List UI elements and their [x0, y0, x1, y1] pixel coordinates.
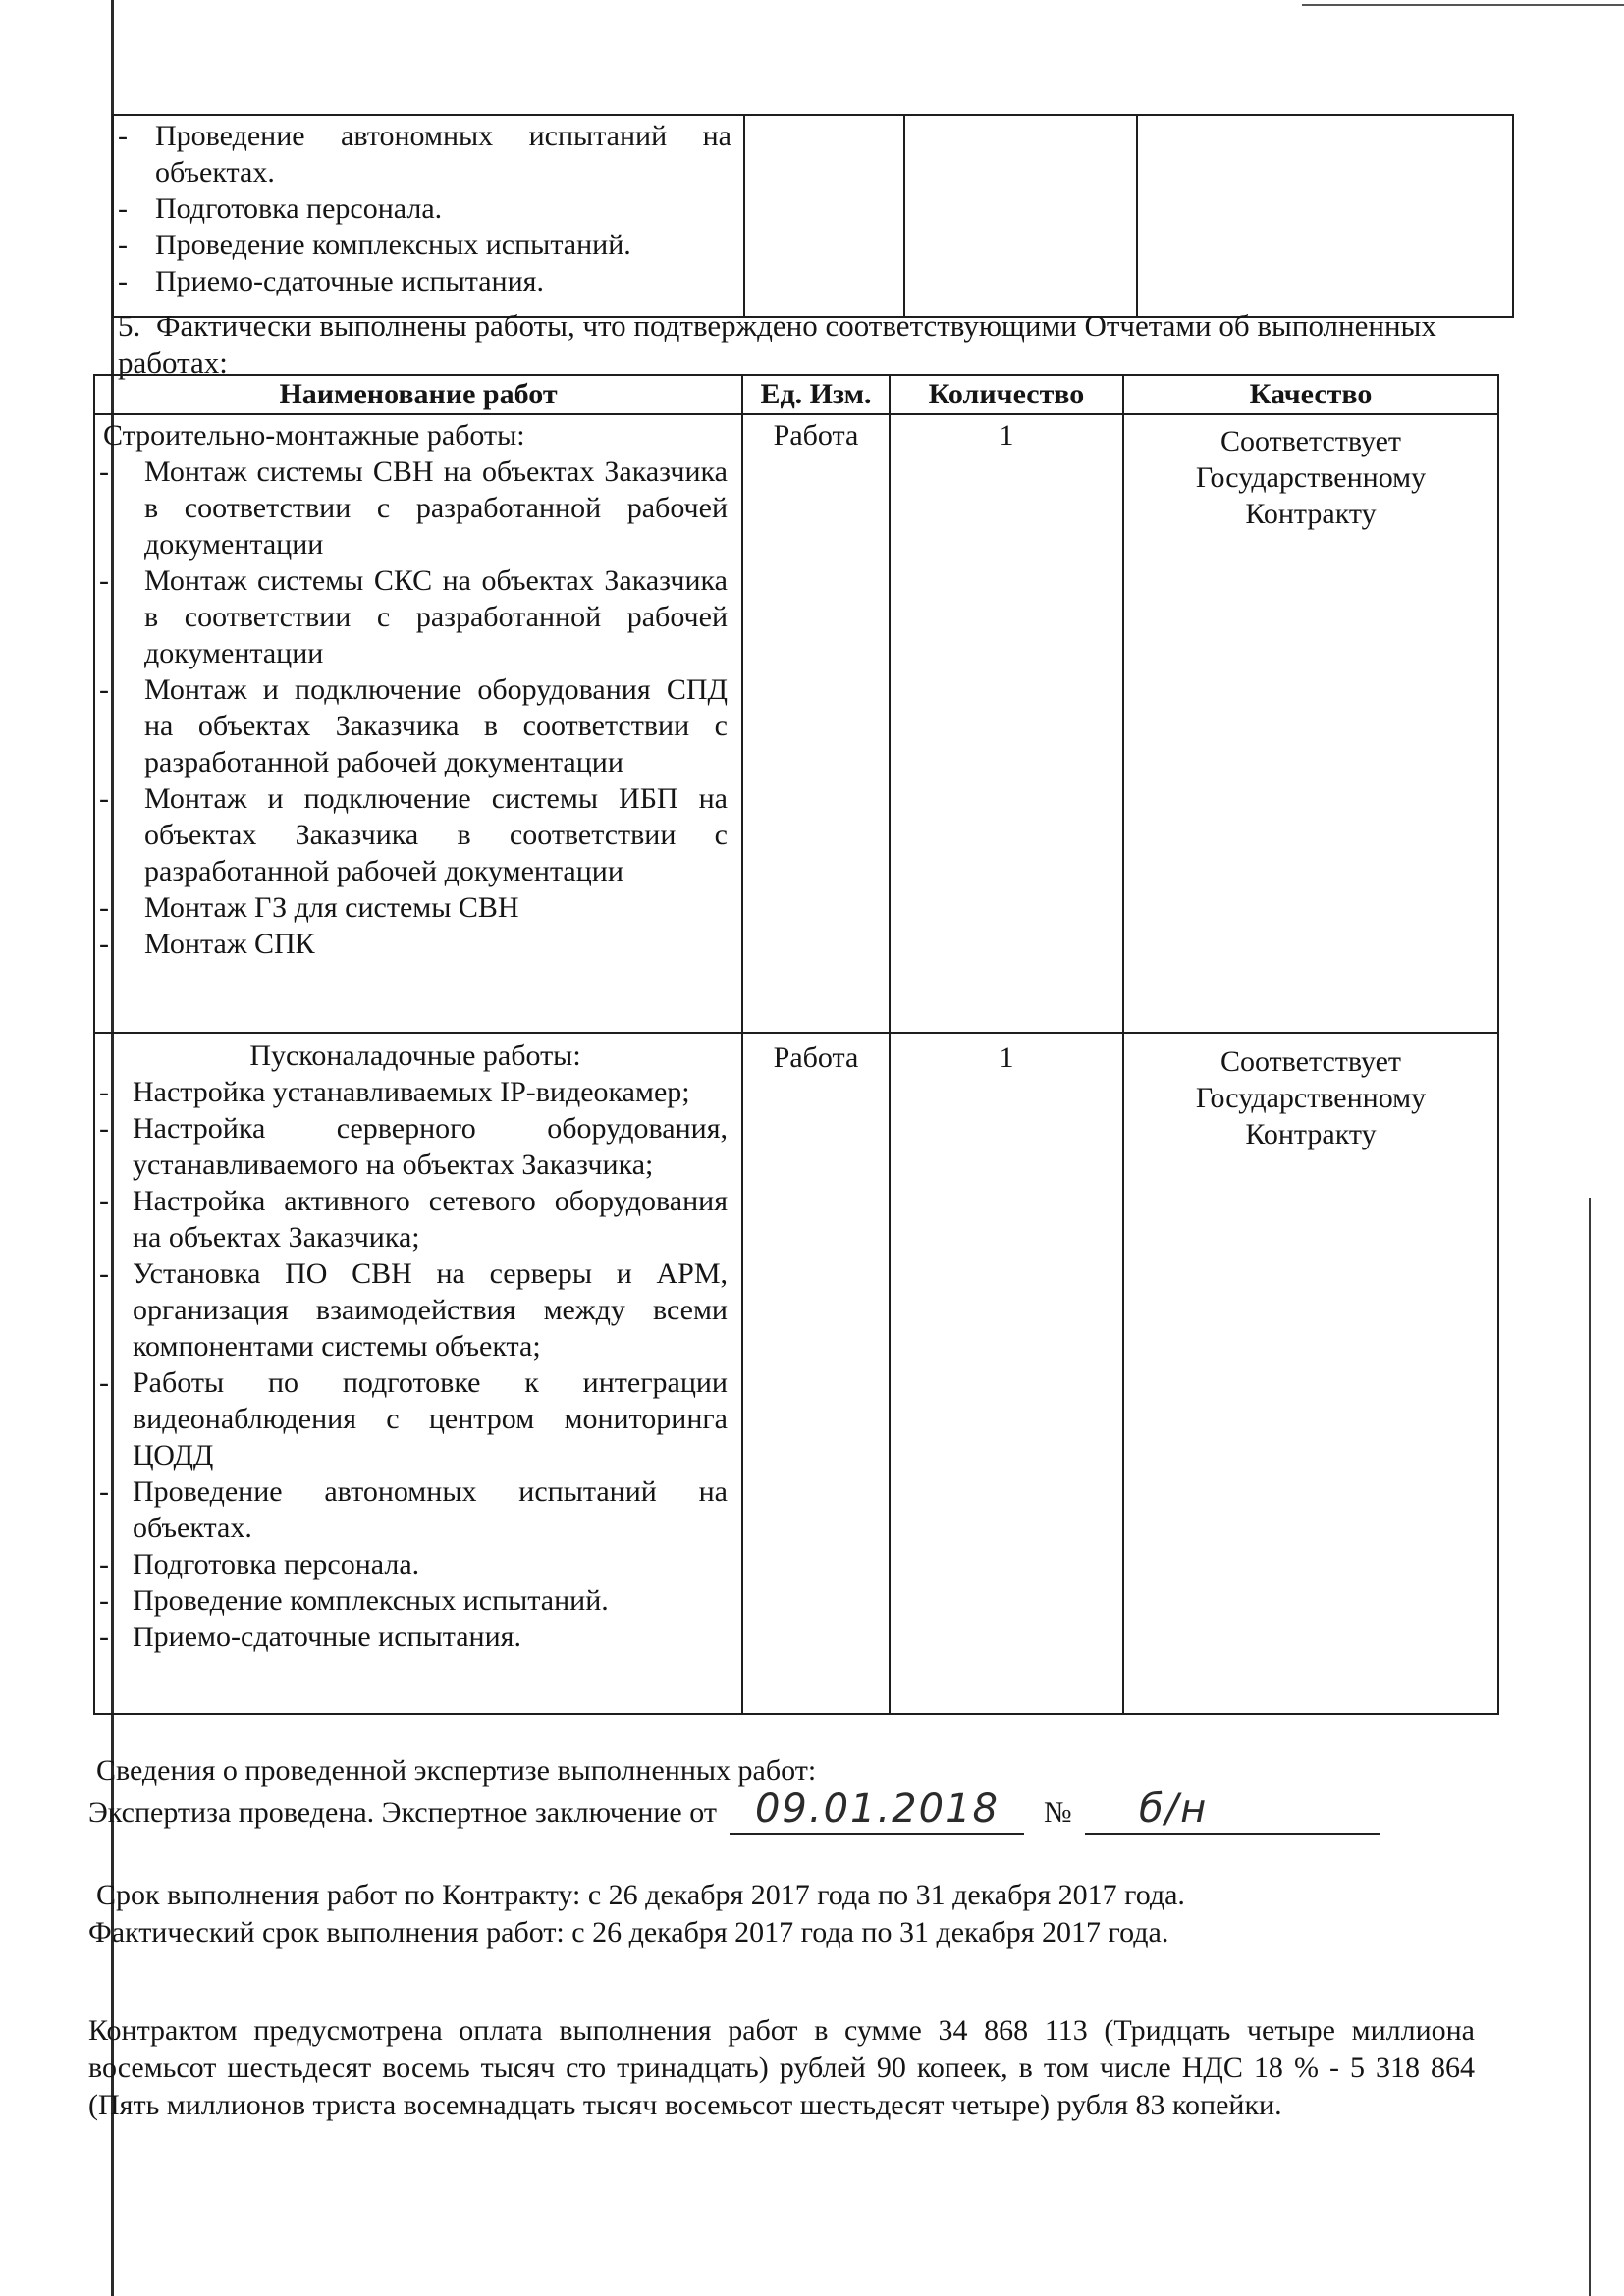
list-item-text: Приемо-сдаточные испытания. [133, 1621, 521, 1653]
expertise-heading: Сведения о проведенной экспертизе выполненных работ: [96, 1754, 817, 1787]
expertise-number-label: № [1043, 1796, 1072, 1829]
list-item: - Настройка устанавливаемых IP-видеокамер; [99, 1074, 728, 1110]
list-item: - Подготовка персонала. [99, 1546, 728, 1582]
payment-paragraph: Контрактом предусмотрена оплата выполнения работ в сумме 34 868 113 (Тридцать четыре миллиона восемьсот шестьдесят восемь тысяч сто тринадцать) рублей 90 копеек, в том числе НДС 18 % - 5 318 864 (Пять миллионов триста восемнадцать тысяч восемьсот шестьдесят четыре) рубля 83 копейки. [88, 2014, 1475, 2121]
list-item-text: Проведение автономных испытаний на объектах. [155, 120, 731, 188]
works-table [93, 374, 1499, 1715]
row-title: Пусконаладочные работы: [249, 1040, 581, 1072]
list-item-text: Установка ПО СВН на серверы и АРМ, организация взаимодействия между всеми компонентами системы объекта; [133, 1257, 728, 1362]
scan-margin-line-right [1589, 1198, 1591, 2296]
list-item-text: Проведение комплексных испытаний. [155, 229, 631, 261]
list-item: - Приемо-сдаточные испытания. [99, 1619, 728, 1655]
list-item-text: Монтаж и подключение системы ИБП на объектах Заказчика в соответствии с разработанной рабочей документации [144, 782, 728, 887]
list-item-text: Монтаж и подключение оборудования СПД на объектах Заказчика в соответствии с разработанной рабочей документации [144, 673, 728, 778]
list-item: - Работы по подготовке к интеграции видеонаблюдения с центром мониторинга ЦОДД [99, 1366, 728, 1471]
quantity-cell [890, 414, 1123, 1033]
expertise-line [88, 1789, 1483, 1835]
quality-cell [1137, 115, 1513, 317]
list-item: - Подготовка персонала. [118, 190, 731, 227]
expertise-date-field [730, 1789, 1024, 1835]
expertise-number: б/н [1138, 1787, 1209, 1832]
list-item: - Настройка активного сетевого оборудования на объектах Заказчика; [99, 1185, 728, 1254]
list-item: - Монтаж системы СВН на объектах Заказчика в соответствии с разработанной рабочей документации [99, 455, 728, 561]
list-item: - Проведение комплексных испытаний. [99, 1582, 728, 1619]
list-item: - Монтаж системы СКС на объектах Заказчика в соответствии с разработанной рабочей документации [99, 564, 728, 669]
quality-value: Соответствует Государственному Контракту [1195, 1045, 1427, 1150]
list-item-text: Монтаж ГЗ для системы СВН [144, 891, 519, 924]
list-item: - Установка ПО СВН на серверы и АРМ, организация взаимодействия между всеми компонентами системы объекта; [99, 1257, 728, 1362]
list-item-text: Монтаж системы СКС на объектах Заказчика в соответствии с разработанной рабочей документации [144, 564, 728, 669]
unit-cell [742, 1033, 890, 1714]
expertise-line-prefix: Экспертиза проведена. Экспертное заключение от [88, 1796, 717, 1829]
scan-top-line [1302, 4, 1624, 6]
item-number: 5. [118, 308, 141, 343]
table-header-row [94, 375, 1498, 414]
list-item: - Настройка серверного оборудования, устанавливаемого на объектах Заказчика; [99, 1112, 728, 1181]
continuation-table [112, 114, 1514, 318]
item-text: Фактически выполнены работы, что подтверждено соответствующими Отчетами об выполненных работах: [118, 308, 1436, 380]
list-item-text: Подготовка персонала. [133, 1548, 420, 1580]
quantity-cell [890, 1033, 1123, 1714]
contract-deadline: Срок выполнения работ по Контракту: с 26 декабря 2017 года по 31 декабря 2017 года. [96, 1879, 1185, 1911]
works-cell [113, 115, 744, 317]
list-item-text: Проведение автономных испытаний на объектах. [133, 1475, 728, 1544]
list-item-text: Приемо-сдаточные испытания. [155, 265, 544, 297]
table-row [94, 1033, 1498, 1714]
expertise-number-field [1085, 1789, 1380, 1835]
list-item-text: Работы по подготовке к интеграции видеонаблюдения с центром мониторинга ЦОДД [133, 1366, 728, 1471]
quality-cell [1123, 1033, 1498, 1714]
actual-deadline: Фактический срок выполнения работ: с 26 декабря 2017 года по 31 декабря 2017 года. [88, 1916, 1169, 1949]
list-item: - Проведение автономных испытаний на объектах. [118, 120, 731, 188]
list-item-text: Подготовка персонала. [155, 192, 443, 225]
list-item-text: Монтаж СПК [144, 928, 315, 960]
header-works-name: Наименование работ [94, 375, 742, 414]
deadlines-block [88, 1877, 1483, 1951]
unit-value: Работа [773, 419, 859, 452]
unit-value: Работа [773, 1041, 859, 1074]
list-item: - Монтаж СПК [99, 926, 728, 962]
unit-cell [744, 115, 904, 317]
table-row [113, 115, 1513, 317]
header-unit: Ед. Изм. [742, 375, 890, 414]
list-item-text: Монтаж системы СВН на объектах Заказчика в соответствии с разработанной рабочей документации [144, 455, 728, 561]
list-item-text: Настройка устанавливаемых IP-видеокамер; [133, 1076, 690, 1108]
quantity-cell [904, 115, 1137, 317]
works-cell [94, 414, 742, 1033]
quantity-value: 1 [999, 1041, 1014, 1074]
quality-value: Соответствует Государственному Контракту [1195, 425, 1427, 530]
list-item-text: Настройка серверного оборудования, устанавливаемого на объектах Заказчика; [133, 1112, 728, 1181]
item-5-paragraph [118, 307, 1522, 382]
list-item-text: Проведение комплексных испытаний. [133, 1584, 609, 1617]
header-quality: Качество [1123, 375, 1498, 414]
list-item: - Монтаж и подключение системы ИБП на объектах Заказчика в соответствии с разработанной рабочей документации [99, 782, 728, 887]
table-row [94, 414, 1498, 1033]
works-cell [94, 1033, 742, 1714]
list-item: - Проведение автономных испытаний на объектах. [99, 1475, 728, 1544]
header-quantity: Количество [890, 375, 1123, 414]
unit-cell [742, 414, 890, 1033]
list-item-text: Настройка активного сетевого оборудования на объектах Заказчика; [133, 1185, 728, 1254]
quality-cell [1123, 414, 1498, 1033]
expertise-block [88, 1752, 1483, 1835]
list-item: - Монтаж ГЗ для системы СВН [99, 889, 728, 926]
list-item: - Приемо-сдаточные испытания. [118, 263, 731, 299]
list-item: - Монтаж и подключение оборудования СПД на объектах Заказчика в соответствии с разработанной рабочей документации [99, 673, 728, 778]
list-item: - Проведение комплексных испытаний. [118, 227, 731, 263]
quantity-value: 1 [999, 419, 1014, 452]
row-title: Строительно-монтажные работы: [103, 419, 525, 452]
expertise-date: 09.01.2018 [754, 1787, 1000, 1832]
